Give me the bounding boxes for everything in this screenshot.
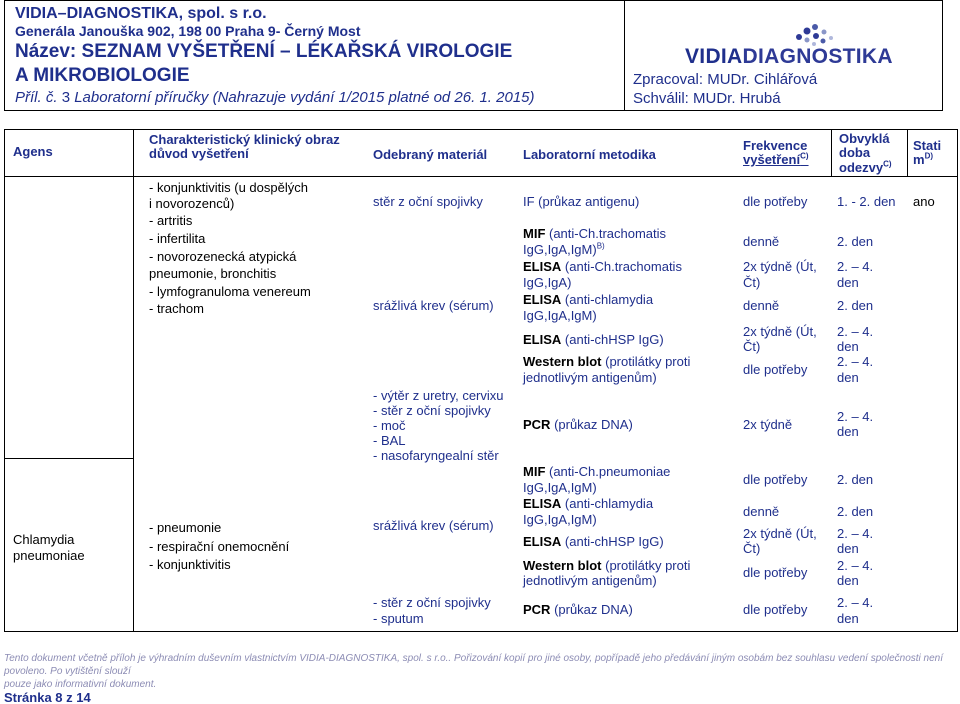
column-divider	[133, 130, 134, 631]
frequency-value: denně	[743, 504, 780, 519]
method-elisa-hsp: ELISA (anti-chHSP IgG)	[523, 332, 664, 347]
frequency-value: dle potřeby	[743, 602, 808, 617]
response-value: 2. – 4.	[837, 409, 874, 424]
clinical-item: i novorozenců)	[149, 196, 235, 211]
material-item: - BAL	[373, 433, 406, 448]
clinical-item: - artritis	[149, 213, 193, 228]
material-item: - moč	[373, 418, 406, 433]
frequency-value: dle potřeby	[743, 565, 808, 580]
frequency-value: dle potřeby	[743, 362, 808, 377]
clinical-item: - konjunktivitis (u dospělých	[149, 180, 308, 195]
document-header	[4, 0, 943, 111]
document-title: Název: SEZNAM VYŠETŘENÍ – LÉKAŘSKÁ VIROLOGIE	[15, 41, 513, 62]
frequency-value: denně	[743, 234, 780, 249]
method-detail: jednotlivým antigenům)	[523, 573, 657, 588]
col-header-method: Laboratorní metodika	[523, 147, 656, 162]
material-item: - výtěr z uretry, cervixu	[373, 388, 504, 403]
clinical-item: - konjunktivitis	[149, 557, 231, 572]
response-value-cont: den	[837, 541, 859, 556]
copyright-line: Tento dokument včetně příloh je výhradním duševním vlastnictvím VIDIA-DIAGNOSTIKA, spol. s r.o.. Pořizování kopií pro jiné osoby, popřípadě jeho předávání jiným osobám bez souhlasu vedení společnosti není povoleno. Po vytištění slouží	[4, 653, 943, 677]
response-value-cont: den	[837, 573, 859, 588]
method-detail: jednotlivým antigenům)	[523, 370, 657, 385]
col-header-response-unit: odezvy$^{C)}$	[839, 159, 892, 175]
material-serum: srážlivá krev (sérum)	[373, 518, 494, 533]
method-mif: MIF (anti-Ch.pneumoniae	[523, 464, 671, 479]
header-row-divider	[5, 176, 957, 177]
col-header-stat: Stati	[913, 138, 942, 153]
column-divider	[831, 130, 832, 176]
approved-by: Schválil: MUDr. Hrubá	[633, 90, 781, 107]
method-elisa-trachomatis: ELISA (anti-Ch.trachomatis	[523, 259, 682, 274]
frequency-value-cont: Čt)	[743, 541, 761, 556]
response-value: 1. - 2. den	[837, 194, 896, 209]
method-mif-detail: IgG,IgA,IgM)$^{B)}$	[523, 241, 605, 257]
frequency-value: dle potřeby	[743, 194, 808, 209]
clinical-item: - pneumonie	[149, 520, 222, 535]
method-elisa-hsp: ELISA (anti-chHSP IgG)	[523, 534, 664, 549]
company-address: Generála Janouška 902, 198 00 Praha 9- Černý Most	[15, 23, 361, 39]
agent-name: Chlamydia	[13, 532, 75, 547]
agent-row-divider	[5, 458, 133, 459]
company-name: VIDIA–DIAGNOSTIKA, spol. s r.o.	[15, 5, 267, 22]
material-item: - stěr z oční spojivky	[373, 403, 491, 418]
method-western-blot: Western blot (protilátky proti	[523, 558, 691, 573]
material-item: - nasofaryngealní stěr	[373, 448, 499, 463]
copyright-notice	[4, 652, 954, 691]
response-value: 2. – 4.	[837, 354, 874, 369]
frequency-value: 2x týdně (Út,	[743, 526, 817, 541]
prepared-by: Zpracoval: MUDr. Cihlářová	[633, 71, 818, 88]
response-value: 2. den	[837, 504, 874, 519]
column-divider	[907, 130, 908, 176]
response-value: 2. – 4.	[837, 324, 874, 339]
vidia-diagnostika-logo	[685, 19, 925, 71]
frequency-value: dle potřeby	[743, 472, 808, 487]
material-conjunctiva: stěr z oční spojivky	[373, 194, 483, 209]
document-title-continued: A MIKROBIOLOGIE	[15, 65, 190, 86]
col-header-response-time: doba	[839, 145, 871, 160]
method-pcr: PCR (průkaz DNA)	[523, 602, 633, 617]
col-header-clinical-reason: důvod vyšetření	[149, 146, 249, 161]
response-value-cont: den	[837, 275, 859, 290]
frequency-value: 2x týdně (Út,	[743, 324, 817, 339]
material-item: - sputum	[373, 611, 424, 626]
method-elisa-chlamydia: ELISA (anti-chlamydia	[523, 496, 654, 511]
frequency-value: 2x týdně (Út,	[743, 259, 817, 274]
frequency-value: denně	[743, 298, 780, 313]
method-detail: IgG,IgA,IgM)	[523, 512, 597, 527]
examination-table	[4, 129, 958, 632]
material-serum: srážlivá krev (sérum)	[373, 298, 494, 313]
response-value: 2. – 4.	[837, 558, 874, 573]
method-elisa-chlamydia: ELISA (anti-chlamydia	[523, 292, 654, 307]
method-detail: IgG,IgA,IgM)	[523, 480, 597, 495]
response-value: 2. – 4.	[837, 259, 874, 274]
response-value: 2. – 4.	[837, 595, 874, 610]
col-header-clinical: Charakteristický klinický obraz	[149, 132, 340, 147]
col-header-frequency-exam: vyšetření$^{C)}$	[743, 151, 809, 167]
header-title-block	[5, 1, 625, 110]
clinical-item: - infertilita	[149, 231, 206, 246]
response-value-cont: den	[837, 424, 859, 439]
response-value-cont: den	[837, 611, 859, 626]
method-western-blot: Western blot (protilátky proti	[523, 354, 691, 369]
col-header-response: Obvyklá	[839, 131, 890, 146]
response-value: 2. den	[837, 472, 874, 487]
stat-value: ano	[913, 194, 935, 209]
frequency-value: 2x týdně	[743, 417, 793, 432]
method-mif: MIF (anti-Ch.trachomatis	[523, 226, 667, 241]
response-value-cont: den	[837, 339, 859, 354]
copyright-line-cont: pouze jako informativní dokument.	[4, 679, 157, 690]
page-number: Stránka 8 z 14	[4, 690, 91, 704]
col-header-frequency: Frekvence	[743, 138, 808, 153]
document-reference: Příl. č. 3 Laboratorní příručky (Nahrazuje vydání 1/2015 platné od 26. 1. 2015)	[15, 89, 535, 106]
clinical-item: - trachom	[149, 301, 204, 316]
method-if: IF (průkaz antigenu)	[523, 194, 640, 209]
response-value: 2. den	[837, 234, 874, 249]
col-header-material: Odebraný materiál	[373, 147, 488, 162]
clinical-item: - lymfogranuloma venereum	[149, 284, 311, 299]
method-detail: IgG,IgA,IgM)	[523, 308, 597, 323]
method-pcr: PCR (průkaz DNA)	[523, 417, 633, 432]
response-value: 2. den	[837, 298, 874, 313]
agent-name-cont: pneumoniae	[13, 548, 85, 563]
col-header-stat-cont: $m^{D)}$	[913, 151, 934, 167]
clinical-item: - novorozenecká atypická	[149, 249, 297, 264]
logo-wordmark: VIDIADIAGNOSTIKA	[685, 45, 893, 68]
col-header-agens: Agens	[13, 144, 53, 159]
clinical-item: - respirační onemocnění	[149, 539, 290, 554]
frequency-value-cont: Čt)	[743, 275, 761, 290]
method-detail: IgG,IgA)	[523, 275, 572, 290]
frequency-value-cont: Čt)	[743, 339, 761, 354]
material-item: - stěr z oční spojivky	[373, 595, 491, 610]
response-value-cont: den	[837, 370, 859, 385]
response-value: 2. – 4.	[837, 526, 874, 541]
clinical-item: pneumonie, bronchitis	[149, 266, 277, 281]
